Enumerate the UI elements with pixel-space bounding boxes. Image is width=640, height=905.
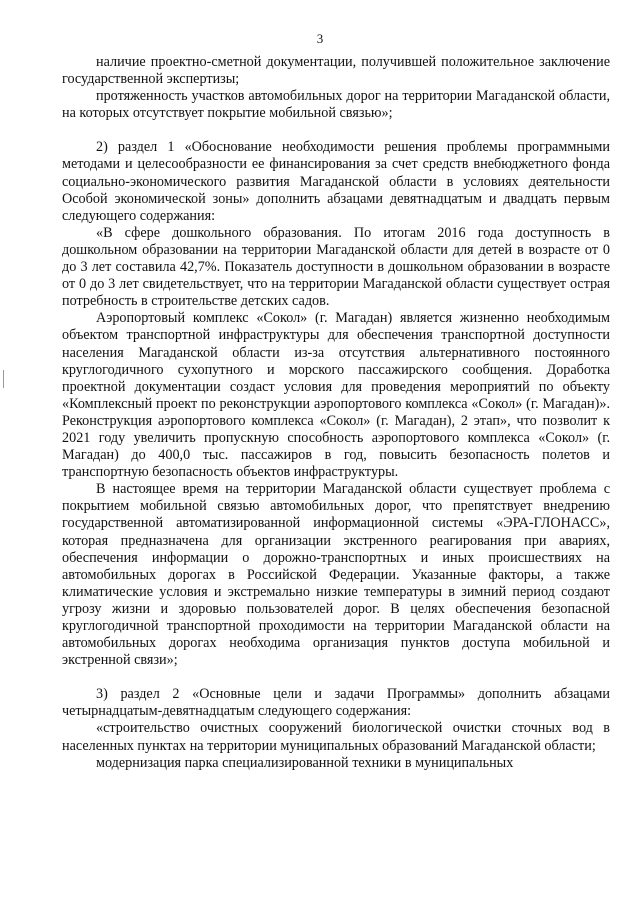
margin-mark — [3, 370, 4, 388]
document-body — [62, 54, 610, 772]
page-number: 3 — [316, 31, 324, 46]
paragraph-treatment-facilities: «строительство очистных сооружений биологической очистки сточных вод в населенных пунктах на территории муниципальных образований Магаданской области; — [62, 720, 610, 754]
paragraph-preschool: «В сфере дошкольного образования. По итогам 2016 года доступность в дошкольном образовании на территории Магаданской области для детей в возрасте от 0 до 3 лет составила 42,7%. Показатель доступности в дошкольном образовании в возрасте от 0 до 3 лет свидетельствует, что на территории Магаданской области существует острая потребность в строительстве детских садов. — [62, 224, 610, 310]
paragraph-documentation: наличие проектно-сметной документации, получившей положительное заключение государственной экспертизы; — [62, 54, 610, 88]
paragraph-fleet-modernization: модернизация парка специализированной техники в муниципальных — [96, 754, 514, 771]
paragraph-section-1-amendment: 2) раздел 1 «Обоснование необходимости решения проблемы программными методами и целесообразности ее финансирования за счет средств внебюджетного фонда социально-экономического развития Магаданской области в условиях деятельности Особой экономической зоны» дополнить абзацами девятнадцатым и двадцать первым следующего содержания: — [62, 139, 610, 224]
paragraph-airport: Аэропортовый комплекс «Сокол» (г. Магадан) является жизненно необходимым объектом транспортной инфраструктуры для обеспечения транспортной доступности населения Магаданской области из-за отсутствия альтернативного постоянного круглогодичного сухопутного и морского пассажирского сообщения. Доработка проектной документации создаст условия для проведения мероприятий по объекту «Комплексный проект по реконструкции аэропортового комплекса «Сокол» (г. Магадан)». Реконструкция аэропортового комплекса «Сокол» (г. Магадан), 2 этап», что позволит к 2021 году увеличить пропускную способность аэропортового комплекса «Сокол» (г. Магадан) до 400,0 тыс. пассажиров в год, повысить безопасность полетов и транспортную безопасность объектов инфраструктуры. — [62, 310, 610, 481]
paragraph-road-coverage: протяженность участков автомобильных дорог на территории Магаданской области, на которых отсутствует покрытие мобильной связью»; — [62, 88, 610, 122]
paragraph-mobile-coverage: В настоящее время на территории Магаданской области существует проблема с покрытием мобильной связью автомобильных дорог, что препятствует внедрению государственной автоматизированной информационной системы «ЭРА-ГЛОНАСС», которая предназначена для организации экстренного реагирования при авариях, обеспечения информации о дорожно-транспортных и иных происшествиях на автомобильных дорогах в Российской Федерации. Указанные факторы, а также климатические условия и экстремально низкие температуры в зимний период создают угрозу жизни и здоровью пользователей дорог. В целях обеспечения безопасной круглогодичной транспортной проходимости на территории Магаданской области на автомобильных дорогах необходима организация пунктов доступа мобильной и экстренной связи»; — [62, 481, 610, 669]
paragraph-section-2-amendment: 3) раздел 2 «Основные цели и задачи Программы» дополнить абзацами четырнадцатым-девятнадцатым следующего содержания: — [62, 686, 610, 720]
